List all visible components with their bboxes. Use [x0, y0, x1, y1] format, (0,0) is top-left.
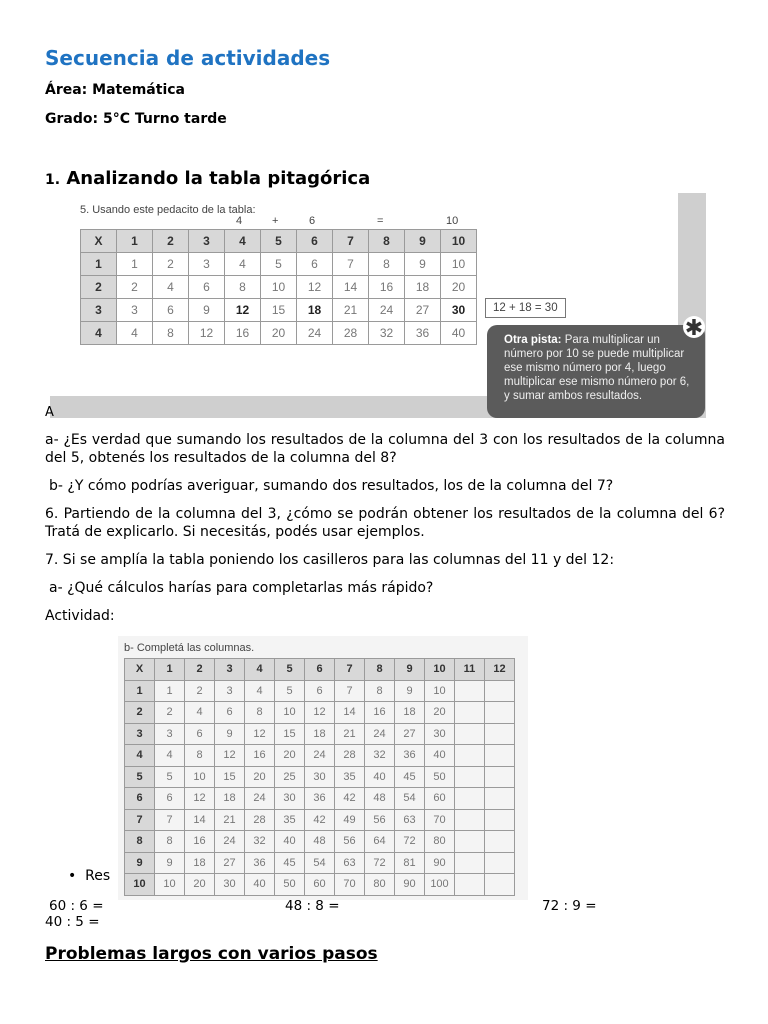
equation-box: 12 + 18 = 30	[485, 298, 566, 318]
table-cell: 48	[305, 831, 335, 853]
table-cell: 7	[335, 680, 365, 702]
table-cell: 90	[395, 874, 425, 896]
table-cell	[455, 745, 485, 767]
header-cell: 8	[365, 659, 395, 681]
table-cell: 21	[335, 723, 365, 745]
table-cell: 15	[275, 723, 305, 745]
header-cell: 4	[225, 230, 261, 253]
header-cell: 8	[369, 230, 405, 253]
table-header-row	[125, 659, 515, 681]
table-cell: 20	[245, 766, 275, 788]
table-cell: 12	[297, 276, 333, 299]
header-cell: 12	[485, 659, 515, 681]
table-cell	[485, 680, 515, 702]
table-cell: 20	[185, 874, 215, 896]
table-cell: 36	[405, 322, 441, 345]
table-cell: 12	[215, 745, 245, 767]
table-cell: 36	[395, 745, 425, 767]
table-cell: 4	[185, 702, 215, 724]
table-cell: 35	[335, 766, 365, 788]
table-row	[125, 680, 515, 702]
table-cell: 6	[305, 680, 335, 702]
table-cell: 28	[245, 809, 275, 831]
table-row	[81, 276, 477, 299]
row-header-cell: 4	[125, 745, 155, 767]
table-cell: 14	[185, 809, 215, 831]
table-cell: 100	[425, 874, 455, 896]
pythagorean-table-full	[124, 658, 515, 896]
table-cell: 18	[395, 702, 425, 724]
row-header-cell: 8	[125, 831, 155, 853]
table-cell: 12	[185, 788, 215, 810]
area-label: Área: Matemática	[45, 82, 185, 98]
table-cell: 10	[441, 253, 477, 276]
table-cell: 42	[305, 809, 335, 831]
table-cell: 48	[365, 788, 395, 810]
hint-equals: =	[377, 215, 384, 227]
table-cell: 40	[425, 745, 455, 767]
table-cell: 9	[395, 680, 425, 702]
bullet-dot-icon: •	[68, 868, 86, 884]
asterisk-icon: ✱	[684, 316, 704, 341]
bullet-item	[68, 868, 110, 884]
header-cell: 1	[117, 230, 153, 253]
table-cell: 30	[305, 766, 335, 788]
table-cell: 18	[405, 276, 441, 299]
table-row	[81, 322, 477, 345]
table-cell: 18	[215, 788, 245, 810]
row-header-cell: 9	[125, 852, 155, 874]
table-cell: 30	[425, 723, 455, 745]
header-cell: 9	[395, 659, 425, 681]
table-cell	[485, 766, 515, 788]
table-cell: 6	[297, 253, 333, 276]
table-row	[125, 723, 515, 745]
header-cell: 5	[275, 659, 305, 681]
table-cell: 3	[155, 723, 185, 745]
table-cell: 28	[333, 322, 369, 345]
table-cell: 9	[405, 253, 441, 276]
table-cell: 4	[225, 253, 261, 276]
table-cell: 27	[215, 852, 245, 874]
table-cell: 21	[215, 809, 245, 831]
table-cell: 3	[117, 299, 153, 322]
division-2: 48 : 8 =	[285, 898, 340, 914]
header-cell: 10	[441, 230, 477, 253]
header-cell: 9	[405, 230, 441, 253]
table-cell: 10	[425, 680, 455, 702]
table-header-row	[81, 230, 477, 253]
table-cell: 49	[335, 809, 365, 831]
table-row	[125, 809, 515, 831]
table-cell: 8	[365, 680, 395, 702]
header-cell: 6	[297, 230, 333, 253]
table-cell: 56	[335, 831, 365, 853]
table-cell: 24	[245, 788, 275, 810]
table-cell: 63	[335, 852, 365, 874]
table-cell: 3	[215, 680, 245, 702]
section-1-heading	[45, 168, 370, 189]
table-cell: 40	[441, 322, 477, 345]
header-cell: 2	[185, 659, 215, 681]
table-cell: 54	[305, 852, 335, 874]
table-cell: 72	[365, 852, 395, 874]
activity-label: Actividad:	[45, 608, 115, 624]
division-3: 72 : 9 =	[542, 898, 597, 914]
table-cell: 14	[335, 702, 365, 724]
table-cell	[485, 852, 515, 874]
table-cell: 50	[425, 766, 455, 788]
table-cell: 5	[155, 766, 185, 788]
header-cell: 11	[455, 659, 485, 681]
table-cell: 80	[365, 874, 395, 896]
table-cell	[485, 702, 515, 724]
table-cell: 12	[305, 702, 335, 724]
table-cell: 16	[245, 745, 275, 767]
header-cell: X	[125, 659, 155, 681]
table-cell: 4	[155, 745, 185, 767]
table-cell: 35	[275, 809, 305, 831]
table-cell: 7	[333, 253, 369, 276]
table-cell: 4	[153, 276, 189, 299]
section-2-heading: Problemas largos con varios pasos	[45, 944, 378, 964]
hint-text: Para multiplicar un número por 10 se puede multiplicar ese mismo número por 4, luego multiplicar ese mismo número por 6, y sumar ambos resultados.	[504, 334, 690, 402]
table-cell: 25	[275, 766, 305, 788]
table-cell	[485, 809, 515, 831]
table-cell: 81	[395, 852, 425, 874]
table-cell: 5	[275, 680, 305, 702]
table-row	[81, 253, 477, 276]
row-header-cell: 1	[125, 680, 155, 702]
table-cell: 16	[365, 702, 395, 724]
question-7a: a- ¿Qué cálculos harías para completarlas más rápido?	[49, 580, 434, 596]
table-cell: 4	[117, 322, 153, 345]
table-cell: 8	[225, 276, 261, 299]
table-cell: 24	[305, 745, 335, 767]
hint-10: 10	[446, 215, 459, 227]
table-cell: 40	[275, 831, 305, 853]
table-cell: 20	[425, 702, 455, 724]
table-cell: 10	[155, 874, 185, 896]
table-cell: 24	[365, 723, 395, 745]
table-cell	[455, 766, 485, 788]
table-cell: 6	[155, 788, 185, 810]
table-cell: 28	[335, 745, 365, 767]
table-cell: 15	[215, 766, 245, 788]
table-row	[81, 299, 477, 322]
table-cell: 8	[245, 702, 275, 724]
table-cell: 2	[185, 680, 215, 702]
table-cell: 16	[369, 276, 405, 299]
table-cell: 20	[441, 276, 477, 299]
table-cell: 7	[155, 809, 185, 831]
row-header-cell: 3	[125, 723, 155, 745]
table-cell: 24	[369, 299, 405, 322]
table-cell: 70	[335, 874, 365, 896]
table-cell: 18	[297, 299, 333, 322]
question-a: a- ¿Es verdad que sumando los resultados de la columna del 3 con los resultados de la columna del 5, obtenés los resultados de la columna del 8?	[45, 432, 725, 466]
table-cell: 27	[395, 723, 425, 745]
table-cell: 6	[153, 299, 189, 322]
table-row	[125, 766, 515, 788]
table-cell: 4	[245, 680, 275, 702]
table-row	[125, 788, 515, 810]
table-cell	[455, 788, 485, 810]
table-cell: 16	[225, 322, 261, 345]
table-cell: 12	[189, 322, 225, 345]
row-header-cell: 5	[125, 766, 155, 788]
table-cell: 1	[155, 680, 185, 702]
table-cell: 12	[225, 299, 261, 322]
table-cell	[455, 831, 485, 853]
table-cell: 80	[425, 831, 455, 853]
table-cell: 20	[261, 322, 297, 345]
table-cell: 8	[369, 253, 405, 276]
table-cell: 36	[305, 788, 335, 810]
table-cell: 42	[335, 788, 365, 810]
row-header-cell: 1	[81, 253, 117, 276]
table-cell: 6	[185, 723, 215, 745]
table-cell: 10	[261, 276, 297, 299]
section-1-title: Analizando la tabla pitagórica	[66, 168, 371, 189]
table-cell	[485, 831, 515, 853]
table-cell: 32	[369, 322, 405, 345]
table-cell: 9	[155, 852, 185, 874]
hint-card	[487, 325, 705, 418]
table-cell: 9	[215, 723, 245, 745]
table-cell: 18	[185, 852, 215, 874]
table-cell: 30	[441, 299, 477, 322]
table-cell: 8	[153, 322, 189, 345]
table-row	[125, 852, 515, 874]
header-cell: 7	[335, 659, 365, 681]
header-cell: 6	[305, 659, 335, 681]
header-cell: 4	[245, 659, 275, 681]
pythagorean-table-small	[80, 229, 477, 345]
table-cell: 16	[185, 831, 215, 853]
hint-label: Otra pista:	[504, 334, 562, 346]
table-cell: 3	[189, 253, 225, 276]
figure-1-caption: 5. Usando este pedacito de la tabla:	[80, 204, 256, 216]
table-cell	[455, 852, 485, 874]
table-cell: 27	[405, 299, 441, 322]
table-cell: 12	[245, 723, 275, 745]
table-cell: 6	[189, 276, 225, 299]
table-cell	[455, 809, 485, 831]
table-cell	[485, 745, 515, 767]
table-cell: 30	[275, 788, 305, 810]
row-header-cell: 6	[125, 788, 155, 810]
section-1-number: 1.	[45, 172, 61, 188]
grade-label: Grado: 5°C Turno tarde	[45, 111, 227, 127]
table-cell: 36	[245, 852, 275, 874]
question-7: 7. Si se amplía la tabla poniendo los casilleros para las columnas del 11 y del 12:	[45, 552, 615, 568]
row-header-cell: 3	[81, 299, 117, 322]
row-header-cell: 4	[81, 322, 117, 345]
table-cell: 14	[333, 276, 369, 299]
table-cell: 60	[305, 874, 335, 896]
row-header-cell: 2	[81, 276, 117, 299]
table-cell	[485, 788, 515, 810]
table-cell	[455, 680, 485, 702]
table-cell: 45	[395, 766, 425, 788]
hint-4: 4	[236, 215, 243, 227]
table-cell: 32	[365, 745, 395, 767]
table-cell: 70	[425, 809, 455, 831]
table-cell: 9	[189, 299, 225, 322]
table-cell: 18	[305, 723, 335, 745]
table-cell: 10	[185, 766, 215, 788]
table-cell: 15	[261, 299, 297, 322]
table-cell	[485, 874, 515, 896]
table-cell: 40	[245, 874, 275, 896]
header-cell: 2	[153, 230, 189, 253]
table-cell: 6	[215, 702, 245, 724]
header-cell: 1	[155, 659, 185, 681]
division-1: 60 : 6 =	[49, 898, 104, 914]
table-cell: 5	[261, 253, 297, 276]
hint-6: 6	[309, 215, 316, 227]
table-cell: 72	[395, 831, 425, 853]
table-cell: 21	[333, 299, 369, 322]
hint-plus: +	[272, 215, 279, 227]
header-cell: 5	[261, 230, 297, 253]
table-cell	[455, 702, 485, 724]
table-row	[125, 745, 515, 767]
header-cell: 7	[333, 230, 369, 253]
table-cell: 40	[365, 766, 395, 788]
table-cell	[485, 723, 515, 745]
header-cell: 3	[189, 230, 225, 253]
question-6: 6. Partiendo de la columna del 3, ¿cómo se podrán obtener los resultados de la columna del 6? Tratá de explicarlo. Si necesitás, podés usar ejemplos.	[45, 506, 725, 540]
table-cell: 2	[153, 253, 189, 276]
table-cell: 50	[275, 874, 305, 896]
header-cell: X	[81, 230, 117, 253]
table-row	[125, 831, 515, 853]
figure-2-caption: b- Completá las columnas.	[124, 642, 255, 654]
table-cell	[455, 874, 485, 896]
table-cell	[455, 723, 485, 745]
table-cell: 10	[275, 702, 305, 724]
header-cell: 3	[215, 659, 245, 681]
table-cell: 45	[275, 852, 305, 874]
header-cell: 10	[425, 659, 455, 681]
row-header-cell: 7	[125, 809, 155, 831]
figure-1-cut-letter: A	[45, 405, 54, 420]
table-row	[125, 702, 515, 724]
table-cell: 63	[395, 809, 425, 831]
page-title: Secuencia de actividades	[45, 46, 331, 70]
table-cell: 56	[365, 809, 395, 831]
table-cell: 54	[395, 788, 425, 810]
table-cell: 20	[275, 745, 305, 767]
table-cell: 2	[155, 702, 185, 724]
table-cell: 2	[117, 276, 153, 299]
table-cell: 8	[185, 745, 215, 767]
table-cell: 24	[297, 322, 333, 345]
table-cell: 8	[155, 831, 185, 853]
row-header-cell: 10	[125, 874, 155, 896]
bullet-text: Res	[85, 868, 111, 884]
row-header-cell: 2	[125, 702, 155, 724]
question-b: b- ¿Y cómo podrías averiguar, sumando dos resultados, los de la columna del 7?	[49, 478, 614, 494]
division-4: 40 : 5 =	[45, 914, 100, 930]
table-cell: 24	[215, 831, 245, 853]
table-cell: 64	[365, 831, 395, 853]
table-row	[125, 874, 515, 896]
table-cell: 60	[425, 788, 455, 810]
table-cell: 32	[245, 831, 275, 853]
table-cell: 1	[117, 253, 153, 276]
table-cell: 90	[425, 852, 455, 874]
table-cell: 30	[215, 874, 245, 896]
